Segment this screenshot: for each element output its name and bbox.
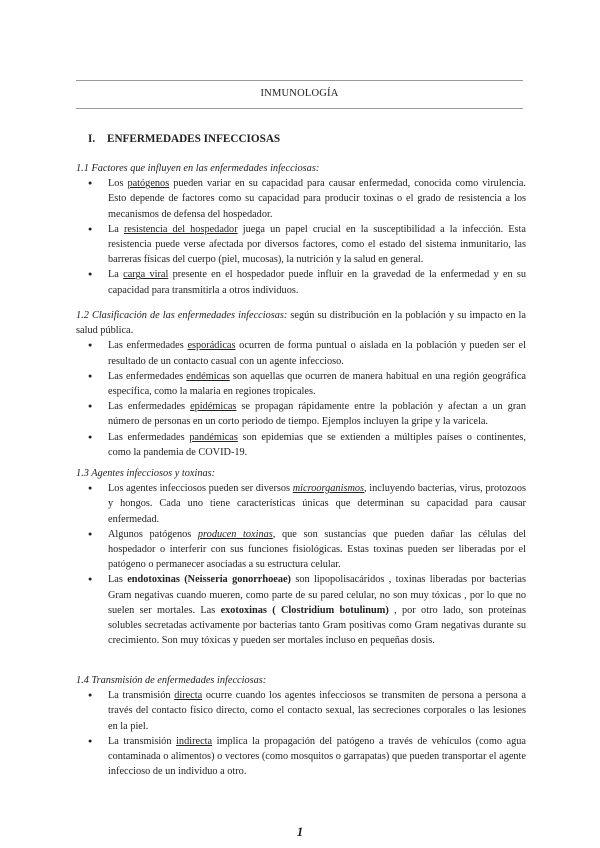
subsection-1-1 [76, 161, 526, 298]
subsection-heading: 1.2 Clasificación de las enfermedades infecciosas: [76, 310, 288, 321]
document-title: INMUNOLOGÍA [260, 88, 339, 99]
list-item: ● Los patógenos pueden variar en su capacidad para causar enfermedad, conocida como virulencia. Esto depende de factores como su capacidad para producir toxinas o el grado de resistencia a los mecanismos de defensa del hospedador. [76, 176, 526, 222]
list-item: ● La carga viral presente en el hospedador puede influir en la gravedad de la enfermedad y en su capacidad para transmitirla a otros individuos. [76, 267, 526, 297]
list-item: ● Las enfermedades pandémicas son epidemias que se extienden a múltiples países o continentes, como la pandemia de COVID-19. [76, 430, 526, 460]
section-heading [88, 133, 280, 145]
page-number: 1 [296, 824, 304, 839]
section-title: ENFERMEDADES INFECCIOSAS [107, 133, 281, 145]
list-item: ● Las enfermedades endémicas son aquellas que ocurren de manera habitual en una región geográfica específica, como la malaria en regiones tropicales. [76, 369, 526, 399]
subsection-1-4 [76, 673, 526, 779]
subsection-1-3 [76, 466, 526, 648]
bullet-list [76, 481, 526, 648]
list-item: ● Algunos patógenos producen toxinas, que son sustancias que pueden dañar las células del hospedador o interferir con sus funciones fisiológicas. Estas toxinas pueden ser liberadas por el patógeno o permanecer asociadas a su estructura celular. [76, 527, 526, 573]
list-item: ● Las enfermedades epidémicas se propagan rápidamente entre la población y afectan a un gran número de personas en un corto periodo de tiempo. Ejemplos incluyen la gripe y la varicela. [76, 399, 526, 429]
subsection-heading: 1.3 Agentes infecciosos y toxinas: [76, 468, 216, 479]
bullet-list [76, 338, 526, 460]
subsection-1-2 [76, 308, 526, 460]
subsection-heading: 1.1 Factores que influyen en las enfermedades infecciosas: [76, 163, 320, 174]
list-item: ● La resistencia del hospedador juega un papel crucial en la susceptibilidad a la infección. Esta resistencia puede verse afectada por diversos factores, como el estado del sistema inmunitario, las barreras físicas del cuerpo (piel, mucosas), la nutrición y la salud en general. [76, 222, 526, 268]
header-bottom-rule [76, 108, 523, 109]
bullet-list [76, 688, 526, 779]
list-item: ● La transmisión indirecta implica la propagación del patógeno a través de vehículos (como agua contaminada o alimentos) o vectores (como mosquitos o garrapatas) que pueden transportar el agente infeccioso de un individuo a otro. [76, 734, 526, 780]
bullet-list [76, 176, 526, 298]
subsection-intro: 1.2 Clasificación de las enfermedades infecciosas: según su distribución en la población y su impacto en la salud pública. [76, 310, 526, 337]
list-item: ● Los agentes infecciosos pueden ser diversos microorganismos, incluyendo bacterias, virus, protozoos y hongos. Cada uno tiene características únicas que determinan su capacidad para causar enfermedad. [76, 481, 526, 527]
list-item: ● Las endotoxinas (Neisseria gonorrhoeae) son lipopolisacáridos , toxinas liberadas por bacterias Gram negativas cuando mueren, como parte de su pared celular, no son muy tóxicas , por lo que no suelen ser mortales. Las exotoxinas ( Clostridium botulinum) , por otro lado, son proteínas solubles secretadas activamente por bacterias tanto Gram positivas como Gram negativas durante su crecimiento. Son muy tóxicas y pueden ser mortales incluso en pequeñas dosis. [76, 572, 526, 648]
section-number: I. [88, 133, 96, 145]
list-item: ● La transmisión directa ocurre cuando los agentes infecciosos se transmiten de persona a persona a través del contacto físico directo, como el contacto sexual, las secreciones corporales o las lesiones en la piel. [76, 688, 526, 734]
header-top-rule [76, 80, 523, 81]
subsection-heading: 1.4 Transmisión de enfermedades infecciosas: [76, 675, 267, 686]
list-item: ● Las enfermedades esporádicas ocurren de forma puntual o aislada en la población y pueden ser el resultado de un contacto casual con un agente infeccioso. [76, 338, 526, 368]
